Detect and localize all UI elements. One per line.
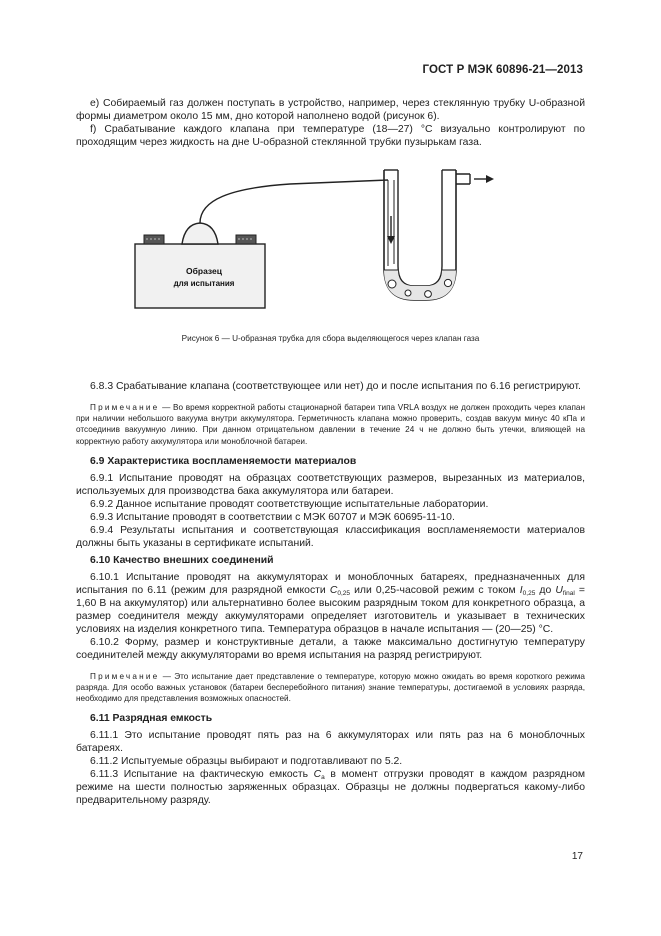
u-tube-inner bbox=[398, 170, 442, 286]
valve-dome bbox=[182, 223, 218, 244]
paragraph-6-9-2: 6.9.2 Данное испытание проводят соответствующие испытательные лаборатории. bbox=[90, 498, 489, 510]
heading-6-9: 6.9 Характеристика воспламеняемости материалов bbox=[90, 455, 357, 467]
paragraph-6-11-3 bbox=[76, 768, 585, 807]
text-run: = 1,60 В на аккумулятор) или альтернативно более высоким разрядным током для конкретного образца, а размер соединителя между аккумуляторами определяет изготовитель и указывает в технических условиях на изделия конкретного типа. Температура образцов в начале испытания — (20—25) °С. bbox=[76, 584, 585, 635]
top-paragraphs bbox=[76, 97, 585, 149]
subscript: final bbox=[562, 589, 575, 597]
paragraph-6-11-2: 6.11.2 Испытуемые образцы выбирают и подготавливают по 5.2. bbox=[90, 756, 403, 768]
battery-label-line2: для испытания bbox=[173, 279, 235, 288]
paragraph-6-9-1: 6.9.1 Испытание проводят на образцах соответствующих размеров, вырезанных из материалов, используемых для производства бака аккумулятора или батареи. bbox=[76, 472, 585, 497]
paragraph-6-8-3: 6.8.3 Срабатывание клапана (соответствующее или нет) до и после испытания по 6.16 регистрируют. bbox=[90, 381, 581, 392]
battery-body bbox=[135, 244, 265, 308]
text-run: в момент отгрузки проводят в каждом разрядном режиме на шести полностью заряженных образцах. Образцы не должны подвергаться какому-либо предварительному разряду. bbox=[76, 769, 585, 807]
symbol-c: C bbox=[313, 769, 322, 781]
paragraph-6-10-1 bbox=[76, 571, 585, 636]
note-1 bbox=[76, 402, 585, 447]
paragraph-e: e) Собираемый газ должен поступать в устройство, например, через стеклянную трубку U-образной формы диаметром около 15 мм, дно которой наполнено водой (рисунок 6). bbox=[76, 98, 585, 122]
note-text: — Во время корректной работы стационарной батареи типа VRLA воздух не должен проходить через клапан при наличии небольшого вакуума внутри аккумулятора. Герметичность клапана можно проверить, создав вакуум минус 40 кПа и отсоединив вакуумную линию. При данном отрицательном давлении в течение 24 ч не должно быть утечки, влияющей на корректную работу аккумулятора или моноблочной батареи. bbox=[76, 403, 585, 446]
figure-6-u-tube bbox=[130, 160, 510, 325]
text-run: 6.10.1 Испытание проводят на аккумуляторах и моноблочных батареях, предназначенных для испытания по 6.11 (режим для разрядной емкости bbox=[76, 571, 585, 596]
note-label: Примечание bbox=[90, 403, 160, 412]
note-2 bbox=[76, 671, 585, 705]
symbol-i: I bbox=[519, 584, 523, 596]
document-header: ГОСТ Р МЭК 60896-21—2013 bbox=[422, 64, 583, 76]
symbol-u: U bbox=[555, 584, 563, 596]
battery-label-line1: Образец bbox=[186, 266, 222, 276]
symbol-c: C bbox=[329, 584, 338, 596]
paragraph-6-9-3: 6.9.3 Испытание проводят в соответствии с МЭК 60707 и МЭК 60695-11-10. bbox=[90, 511, 455, 523]
paragraph-6-11-1: 6.11.1 Это испытание проводят пять раз на 6 аккумуляторах или пять раз на 6 моноблочных батареях. bbox=[76, 730, 585, 755]
figure-caption: Рисунок 6 — U-образная трубка для сбора выделяющегося через клапан газа bbox=[181, 334, 480, 343]
note-text: — Это испытание дает представление о температуре, которую можно ожидать во время короткого режима разряда. Для особо важных установок (батареи бесперебойного питания) знание температуры, достигаемой в условиях разряда, необходимо для представления возможных опасностей. bbox=[76, 671, 585, 704]
paragraph-6-10-2: 6.10.2 Форму, размер и конструктивные детали, а также максимально достигнутую температуру соединителей между аккумуляторами во время испытания на разряд регистрируют. bbox=[76, 636, 585, 661]
text-run: 6.11.3 Испытание на фактическую емкость bbox=[90, 769, 314, 781]
body-text bbox=[76, 380, 585, 807]
note-label: Примечание bbox=[90, 671, 160, 681]
heading-6-10: 6.10 Качество внешних соединений bbox=[90, 554, 274, 566]
heading-6-11: 6.11 Разрядная емкость bbox=[90, 713, 213, 725]
subscript: a bbox=[321, 774, 325, 782]
paragraph-6-9-4: 6.9.4 Результаты испытания и соответствующая классификация воспламеняемости материалов должны быть указаны в сертификате испытаний. bbox=[76, 524, 585, 549]
subscript: 0,25 bbox=[337, 589, 350, 597]
page-number: 17 bbox=[571, 851, 583, 862]
connecting-tube bbox=[200, 180, 388, 223]
subscript: 0,25 bbox=[522, 589, 536, 597]
paragraph-f: f) Срабатывание каждого клапана при температуре (18—27) °С визуально контролируют по проходящим через жидкость на дне U-образной стеклянной трубки пузырькам газа. bbox=[76, 124, 585, 148]
text-run: до bbox=[535, 584, 556, 596]
text-run: или 0,25-часовой режим с током bbox=[349, 584, 520, 596]
